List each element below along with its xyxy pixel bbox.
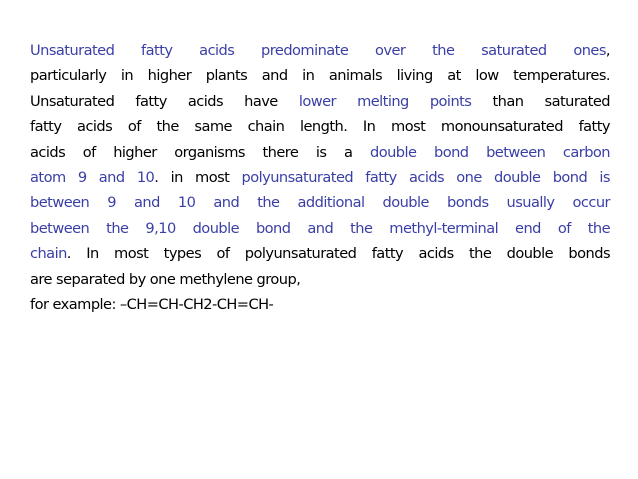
body-text: . In most types of polyunsaturated fatty acids the double bonds [66,245,610,263]
body-text: than saturated [471,92,610,110]
text-line [30,292,610,317]
highlighted-text: Unsaturated fatty acids predominate over the saturated ones [30,42,606,59]
text-line [30,140,610,165]
body-text: Unsaturated fatty acids have [30,92,299,110]
highlighted-text: atom 9 and 10 [30,168,155,186]
text-line [30,114,610,139]
text-line [30,190,610,215]
body-text: . in most [154,168,242,186]
body-text: acids of higher organisms there is a [30,143,371,161]
text-line [30,89,610,114]
highlighted-text: double bond between carbon [370,143,611,161]
body-text: fatty acids of the same chain length. In most monounsaturated fatty [30,118,610,136]
highlighted-text: between the 9,10 double bond and the methyl-terminal end of the [30,219,610,237]
highlighted-text: lower melting points [298,92,472,110]
highlighted-text: polyunsaturated fatty acids one double bond is [241,168,610,186]
body-text: , [605,42,610,59]
text-line [30,165,610,190]
text-line [30,216,610,241]
text-line [30,38,610,63]
body-text: for example: –CH=CH-CH2-CH=CH- [30,295,274,313]
text-line [30,63,610,88]
text-line [30,267,610,292]
paragraph [30,38,610,317]
body-text: particularly in higher plants and in animals living at low temperatures. [30,67,610,85]
text-line [30,241,610,266]
highlighted-text: between 9 and 10 and the additional double bonds usually occur [30,194,610,212]
body-text: are separated by one methylene group, [30,270,301,288]
highlighted-text: chain [30,245,67,263]
